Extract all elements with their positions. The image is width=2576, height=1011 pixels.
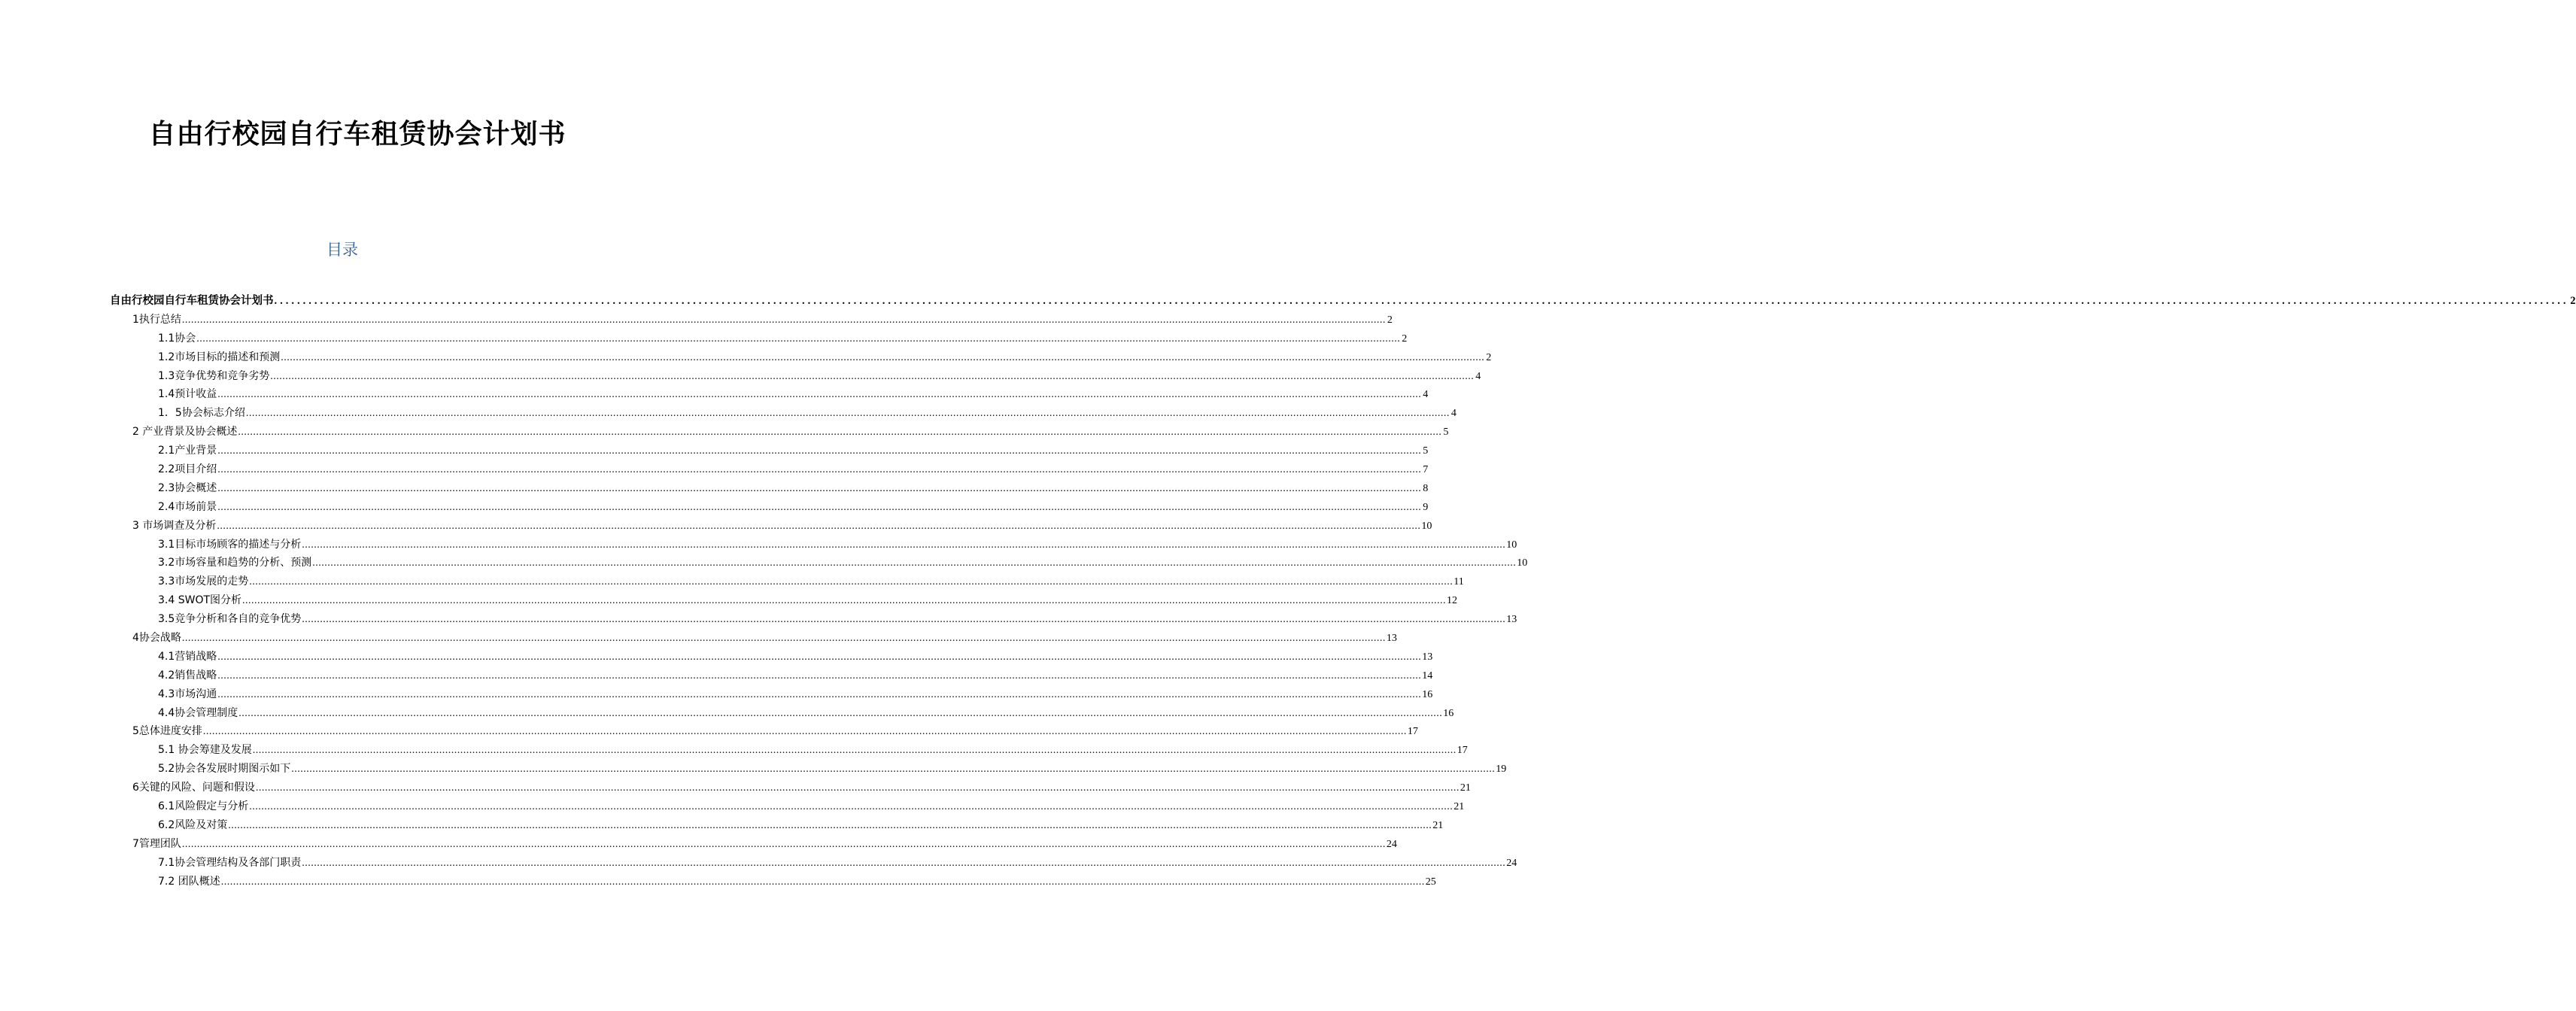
toc-entry[interactable]: [110, 329, 1408, 348]
toc-entry-page-number: 25: [1425, 876, 1436, 888]
toc-entry-title: 4协会战略: [132, 632, 181, 645]
toc-entry-title: 1.4预计收益: [158, 388, 217, 401]
toc-entry-title: 7.2 团队概述: [158, 875, 220, 888]
document-title: 自由行校园自行车租赁协会计划书: [148, 118, 567, 150]
toc-dot-leader: ................................................................................................................................................................................................................................................................................................................................................................................................................: [249, 801, 1454, 813]
toc-dot-leader: ................................................................................................................................................................................................................................................................................................................................................................................................................: [217, 389, 1422, 401]
table-of-contents: [110, 292, 2576, 891]
toc-entry[interactable]: [110, 460, 1429, 479]
toc-entry-page-number: 24: [1506, 857, 1517, 869]
toc-entry[interactable]: [110, 741, 1468, 760]
toc-entry[interactable]: [110, 348, 1492, 367]
toc-entry-title: 7管理团队: [132, 837, 181, 850]
toc-entry-title: 4.3市场沟通: [158, 688, 217, 700]
toc-entry[interactable]: [110, 835, 1397, 854]
toc-dot-leader: ................................................................................................................................................................................................................................................................................................................................................................................................................: [312, 557, 1517, 569]
toc-entry-title: 1.3竞争优势和竞争劣势: [158, 369, 270, 382]
toc-entry-page-number: 5: [1423, 445, 1429, 457]
toc-entry-page-number: 5: [1443, 427, 1449, 439]
toc-entry-title: 6.1风险假定与分析: [158, 800, 249, 813]
toc-dot-leader: ................................................................................................................................................................................................................................................................................................................................................................................................................: [181, 633, 1386, 645]
toc-entry-page-number: 16: [1443, 707, 1454, 719]
toc-entry[interactable]: [110, 536, 1517, 554]
toc-dot-leader: ................................................................................................................................................................................................................................................................................................................................................................................................................: [274, 295, 2569, 307]
toc-dot-leader: ................................................................................................................................................................................................................................................................................................................................................................................................................: [245, 408, 1450, 420]
toc-entry-page-number: 17: [1407, 726, 1418, 738]
toc-dot-leader: ................................................................................................................................................................................................................................................................................................................................................................................................................: [220, 876, 1425, 888]
toc-entry-title: 3.2市场容量和趋势的分析、预测: [158, 557, 312, 569]
toc-entry-title: 3 市场调查及分析: [132, 519, 217, 532]
toc-heading: 目录: [327, 241, 358, 259]
toc-entry-page-number: 21: [1454, 801, 1465, 813]
toc-dot-leader: ................................................................................................................................................................................................................................................................................................................................................................................................................: [217, 688, 1422, 700]
toc-entry-title: 2.4市场前景: [158, 500, 217, 513]
toc-dot-leader: ................................................................................................................................................................................................................................................................................................................................................................................................................: [202, 726, 1407, 738]
toc-entry-title: 3.3市场发展的走势: [158, 575, 249, 588]
toc-entry[interactable]: [110, 423, 1449, 442]
toc-entry[interactable]: [110, 367, 1481, 386]
toc-entry-title: 3.4 SWOT图分析: [158, 594, 242, 607]
toc-entry-title: 6关键的风险、问题和假设: [132, 782, 255, 794]
toc-entry-page-number: 16: [1422, 688, 1433, 700]
toc-dot-leader: ................................................................................................................................................................................................................................................................................................................................................................................................................: [255, 782, 1460, 794]
toc-dot-leader: ................................................................................................................................................................................................................................................................................................................................................................................................................: [242, 595, 1447, 607]
toc-dot-leader: ................................................................................................................................................................................................................................................................................................................................................................................................................: [217, 651, 1422, 663]
toc-dot-leader: ................................................................................................................................................................................................................................................................................................................................................................................................................: [217, 520, 1421, 532]
toc-entry[interactable]: [110, 704, 1454, 723]
toc-entry-title: 3.5竞争分析和各自的竞争优势: [158, 613, 302, 626]
toc-entry-title: 7.1协会管理结构及各部门职责: [158, 856, 302, 869]
toc-entry-title: 4.1营销战略: [158, 650, 217, 663]
toc-dot-leader: ................................................................................................................................................................................................................................................................................................................................................................................................................: [217, 482, 1422, 494]
toc-entry-title: 自由行校园自行车租赁协会计划书: [110, 294, 274, 307]
toc-entry[interactable]: [110, 442, 1429, 460]
toc-dot-leader: ................................................................................................................................................................................................................................................................................................................................................................................................................: [270, 370, 1475, 382]
toc-entry-title: 4.4协会管理制度: [158, 706, 238, 719]
toc-entry[interactable]: [110, 779, 1471, 797]
toc-dot-leader: ................................................................................................................................................................................................................................................................................................................................................................................................................: [302, 614, 1506, 626]
toc-dot-leader: ................................................................................................................................................................................................................................................................................................................................................................................................................: [291, 764, 1496, 776]
toc-entry-page-number: 2: [2570, 295, 2576, 307]
toc-entry-page-number: 21: [1460, 782, 1471, 794]
toc-entry-title: 5.2协会各发展时期图示如下: [158, 763, 291, 776]
toc-entry[interactable]: [110, 760, 1507, 779]
toc-entry-page-number: 2: [1486, 351, 1492, 363]
toc-entry-page-number: 4: [1451, 408, 1457, 420]
toc-entry-page-number: 10: [1506, 539, 1517, 551]
toc-entry-title: 6.2风险及对策: [158, 818, 228, 831]
toc-entry[interactable]: [110, 854, 1517, 873]
toc-entry-page-number: 10: [1517, 557, 1528, 569]
toc-dot-leader: ................................................................................................................................................................................................................................................................................................................................................................................................................: [238, 707, 1443, 719]
toc-entry-title: 5总体进度安排: [132, 725, 202, 738]
toc-entry[interactable]: [110, 648, 1433, 666]
toc-dot-leader: ................................................................................................................................................................................................................................................................................................................................................................................................................: [217, 445, 1422, 457]
toc-entry[interactable]: [110, 722, 1418, 741]
toc-entry-page-number: 24: [1386, 838, 1397, 850]
toc-entry-title: 1.2市场目标的描述和预测: [158, 351, 281, 363]
toc-entry[interactable]: [110, 873, 1436, 891]
toc-entry-page-number: 17: [1457, 745, 1468, 757]
toc-entry[interactable]: [110, 479, 1429, 498]
toc-entry-page-number: 13: [1422, 651, 1433, 663]
toc-entry-page-number: 7: [1423, 464, 1429, 476]
toc-entry-page-number: 13: [1506, 614, 1517, 626]
toc-entry[interactable]: [110, 685, 1433, 704]
toc-entry[interactable]: [110, 517, 1432, 536]
toc-entry-page-number: 11: [1454, 576, 1464, 588]
toc-dot-leader: ................................................................................................................................................................................................................................................................................................................................................................................................................: [217, 464, 1422, 476]
toc-entry[interactable]: [110, 629, 1397, 648]
toc-dot-leader: ................................................................................................................................................................................................................................................................................................................................................................................................................: [181, 838, 1386, 850]
toc-entry[interactable]: [110, 311, 1393, 329]
toc-entry[interactable]: [110, 797, 1465, 816]
toc-entry-page-number: 4: [1475, 370, 1481, 382]
toc-entry[interactable]: [110, 292, 2576, 311]
toc-entry[interactable]: [110, 816, 1444, 835]
toc-dot-leader: ................................................................................................................................................................................................................................................................................................................................................................................................................: [302, 539, 1506, 551]
toc-entry[interactable]: [110, 572, 1464, 591]
toc-entry[interactable]: [110, 404, 1457, 423]
toc-dot-leader: ................................................................................................................................................................................................................................................................................................................................................................................................................: [238, 427, 1442, 439]
toc-dot-leader: ................................................................................................................................................................................................................................................................................................................................................................................................................: [281, 351, 1485, 363]
toc-dot-leader: ................................................................................................................................................................................................................................................................................................................................................................................................................: [228, 819, 1432, 831]
toc-entry-page-number: 8: [1423, 482, 1429, 494]
toc-dot-leader: ................................................................................................................................................................................................................................................................................................................................................................................................................: [181, 314, 1386, 326]
toc-entry-title: 4.2销售战略: [158, 669, 217, 682]
toc-entry[interactable]: [110, 610, 1517, 629]
toc-entry[interactable]: [110, 591, 1458, 610]
toc-entry-title: 1执行总结: [132, 313, 181, 326]
toc-entry[interactable]: [110, 666, 1433, 685]
toc-entry-page-number: 4: [1423, 389, 1429, 401]
toc-dot-leader: ................................................................................................................................................................................................................................................................................................................................................................................................................: [196, 332, 1401, 345]
toc-entry[interactable]: [110, 554, 1528, 572]
toc-entry-page-number: 2: [1387, 314, 1393, 326]
toc-entry-page-number: 9: [1423, 501, 1429, 513]
toc-entry-title: 2.3协会概述: [158, 481, 217, 494]
toc-entry-page-number: 14: [1422, 669, 1433, 682]
toc-entry-page-number: 19: [1496, 764, 1507, 776]
toc-entry-title: 1.1协会: [158, 332, 196, 345]
toc-entry-title: 3.1目标市场顾客的描述与分析: [158, 538, 302, 551]
toc-dot-leader: ................................................................................................................................................................................................................................................................................................................................................................................................................: [217, 501, 1422, 513]
toc-entry-title: 2.1产业背景: [158, 445, 217, 457]
toc-entry-page-number: 10: [1421, 520, 1432, 532]
toc-entry-title: 2.2项目介绍: [158, 463, 217, 476]
toc-entry[interactable]: [110, 385, 1429, 404]
toc-entry-title: 5.1 协会筹建及发展: [158, 744, 252, 757]
toc-dot-leader: ................................................................................................................................................................................................................................................................................................................................................................................................................: [217, 669, 1422, 682]
toc-dot-leader: ................................................................................................................................................................................................................................................................................................................................................................................................................: [302, 857, 1506, 869]
toc-entry-page-number: 13: [1386, 633, 1397, 645]
toc-entry-title: 2 产业背景及协会概述: [132, 426, 238, 439]
toc-entry-title: 1．5协会标志介绍: [158, 407, 245, 420]
toc-entry-page-number: 2: [1402, 332, 1408, 345]
toc-entry[interactable]: [110, 498, 1429, 517]
toc-dot-leader: ................................................................................................................................................................................................................................................................................................................................................................................................................: [249, 576, 1454, 588]
toc-entry-page-number: 21: [1432, 819, 1444, 831]
toc-entry-page-number: 12: [1447, 595, 1458, 607]
toc-dot-leader: ................................................................................................................................................................................................................................................................................................................................................................................................................: [252, 745, 1457, 757]
